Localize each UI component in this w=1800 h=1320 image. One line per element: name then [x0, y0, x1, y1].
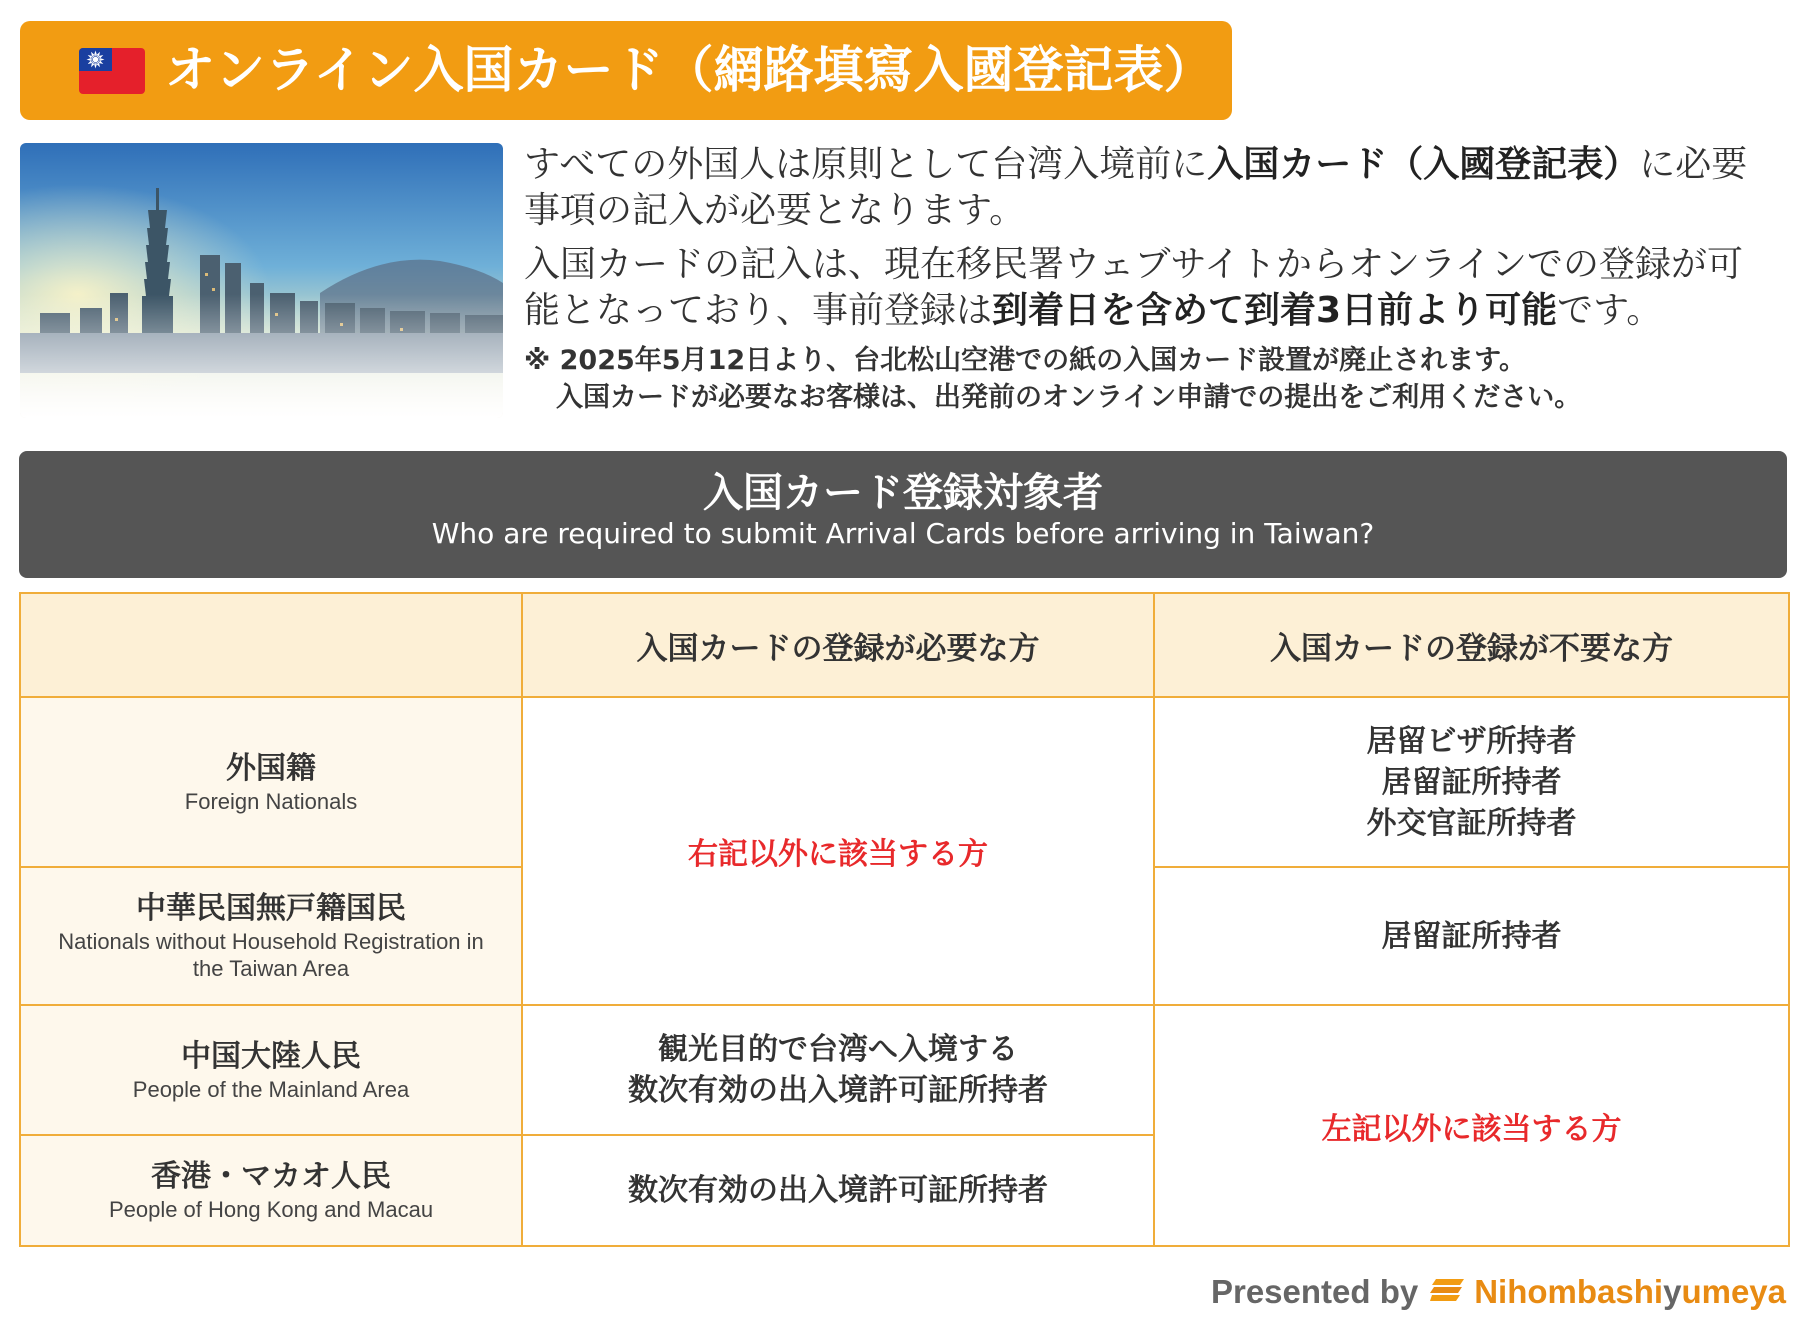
section-header — [19, 451, 1787, 578]
required-cell-top — [522, 697, 1154, 1005]
intro-p1-a: すべての外国人は原則として台湾入境前に — [524, 144, 1208, 185]
intro-p2-c: です。 — [1557, 290, 1663, 331]
intro-paragraph-1 — [524, 142, 1774, 234]
exempt-cell-foreign — [1154, 697, 1789, 867]
category-en: Nationals without Household Registration in the Taiwan Area — [58, 929, 484, 981]
intro-note-line-1: ※ 2025年5月12日より、台北松山空港での紙の入国カード設置が廃止されます。 — [524, 345, 1526, 376]
category-mainland — [20, 1005, 522, 1135]
category-en: Foreign Nationals — [184, 788, 358, 814]
brand-part-b: y — [1663, 1273, 1682, 1310]
section-subtitle: Who are required to submit Arrival Cards before arriving in Taiwan? — [431, 517, 1375, 550]
category-hk-macau — [20, 1135, 522, 1246]
category-ja: 外国籍 — [226, 750, 316, 786]
category-ja: 香港・マカオ人民 — [151, 1159, 391, 1194]
presented-by-label: Presented by — [1210, 1273, 1419, 1310]
category-en: People of Hong Kong and Macau — [108, 1197, 434, 1222]
intro-paragraph-2 — [524, 242, 1774, 334]
table-header-empty — [20, 593, 522, 697]
taipei-skyline-image — [20, 143, 503, 418]
table-header-required: 入国カードの登録が必要な方 — [522, 593, 1154, 697]
category-foreign — [20, 697, 522, 867]
brand-part-c: umeya — [1681, 1273, 1786, 1310]
category-no-household — [20, 867, 522, 1005]
nihombashiyumeya-logo-icon — [1430, 1275, 1466, 1309]
required-cell-mainland — [522, 1005, 1154, 1135]
title-bar — [20, 21, 1232, 120]
eligibility-table — [19, 592, 1790, 1247]
brand-name — [1474, 1273, 1786, 1311]
table-header-exempt: 入国カードの登録が不要な方 — [1154, 593, 1789, 697]
brand-part-a: Nihombashi — [1474, 1273, 1664, 1310]
intro-note-line-2: 入国カードが必要なお客様は、出発前のオンライン申請での提出をご利用ください。 — [556, 382, 1582, 413]
exempt-item: 居留ビザ所持者 — [1366, 723, 1577, 759]
table-row — [20, 697, 1789, 867]
intro-p2-a: 入国カードの記入は、現在移民署ウェブサイトからオンラインでの登録が可能となっており、事前登録は — [524, 244, 1743, 331]
category-ja: 中国大陸人民 — [181, 1038, 361, 1074]
exempt-item: 居留証所持者 — [1381, 764, 1562, 800]
exempt-cell-no-household — [1154, 867, 1789, 1005]
table-header-row — [20, 593, 1789, 697]
page-title: オンライン入国カード（網路填寫入國登記表） — [165, 41, 1214, 99]
required-item: 数次有効の出入境許可証所持者 — [628, 1073, 1048, 1108]
taiwan-flag-icon — [79, 48, 145, 94]
intro-p2-bold: 到着日を含めて到着3日前より可能 — [992, 290, 1558, 331]
intro-p1-bold: 入国カード（入國登記表） — [1207, 144, 1640, 185]
section-title: 入国カード登録対象者 — [703, 470, 1103, 516]
required-item: 観光目的で台湾へ入境する — [658, 1032, 1018, 1067]
table-row — [20, 1005, 1789, 1135]
exempt-item: 外交官証所持者 — [1366, 805, 1577, 841]
exempt-item: 居留証所持者 — [1381, 918, 1562, 954]
exempt-other-text: 左記以外に該当する方 — [1321, 1111, 1622, 1147]
intro-p1-c: に必要事項の記入が必要となります。 — [524, 144, 1748, 231]
category-en: People of the Mainland Area — [132, 1076, 410, 1102]
exempt-cell-bottom — [1154, 1005, 1789, 1246]
required-other-text: 右記以外に該当する方 — [688, 837, 988, 872]
required-item: 数次有効の出入境許可証所持者 — [628, 1173, 1048, 1208]
footer-credit — [1211, 1270, 1786, 1314]
required-cell-hk — [522, 1135, 1154, 1246]
intro-text — [524, 142, 1774, 416]
category-ja: 中華民国無戸籍国民 — [136, 891, 406, 926]
